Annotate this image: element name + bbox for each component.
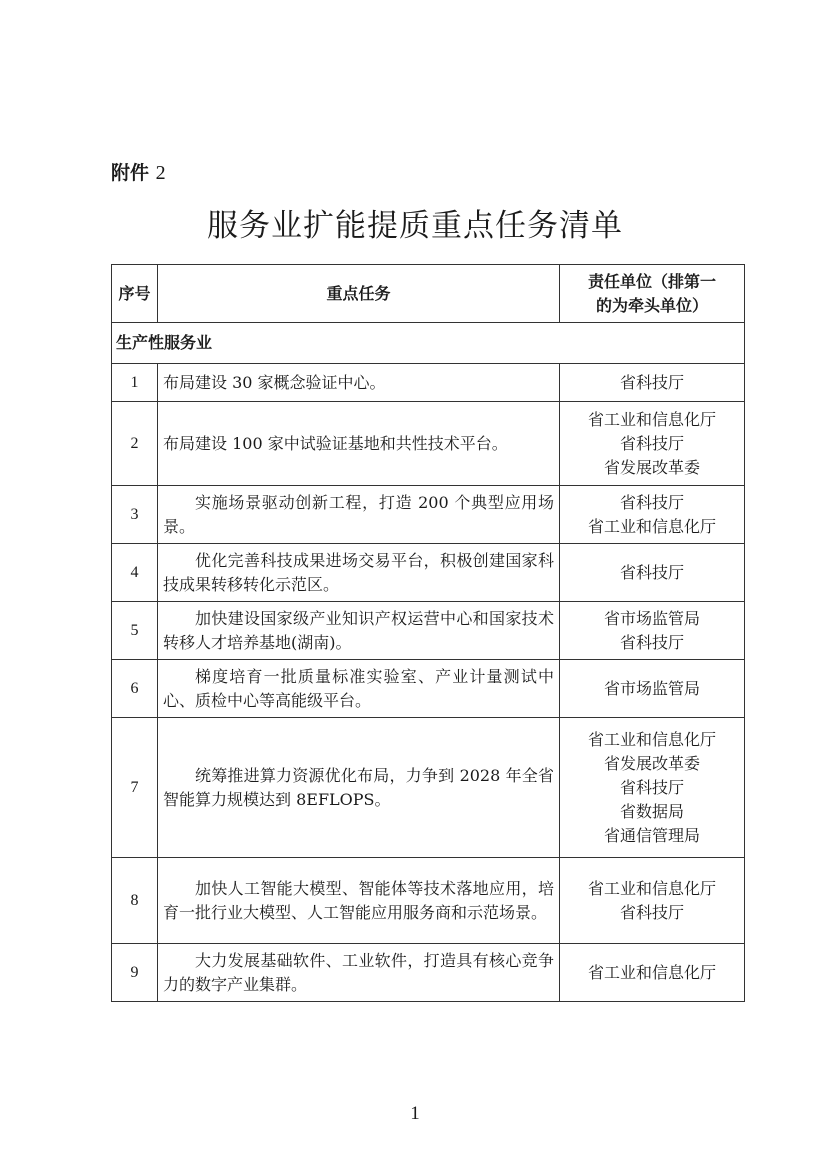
table-row	[112, 944, 745, 1002]
responsible-unit: 省市场监管局	[603, 678, 700, 698]
responsible-units	[560, 944, 745, 1002]
task-text: 实施场景驱动创新工程，打造 200 个典型应用场景。	[158, 486, 560, 544]
table-row	[112, 364, 745, 402]
row-number: 6	[112, 660, 158, 718]
section-title: 生产性服务业	[112, 323, 745, 364]
responsible-unit: 省科技厅	[619, 372, 684, 392]
task-text: 大力发展基础软件、工业软件，打造具有核心竞争力的数字产业集群。	[158, 944, 560, 1002]
responsible-unit: 省通信管理局	[603, 825, 700, 845]
row-number: 5	[112, 602, 158, 660]
responsible-units	[560, 858, 745, 944]
header-unit-line1: 责任单位（排第一	[587, 271, 716, 291]
attachment-number: 2	[155, 162, 166, 184]
responsible-units	[560, 660, 745, 718]
responsible-unit: 省工业和信息化厅	[587, 962, 716, 982]
responsible-units	[560, 602, 745, 660]
responsible-units	[560, 718, 745, 858]
responsible-unit: 省工业和信息化厅	[587, 516, 716, 536]
responsible-unit: 省科技厅	[619, 777, 684, 797]
row-number: 1	[112, 364, 158, 402]
table-row	[112, 602, 745, 660]
responsible-unit: 省科技厅	[619, 902, 684, 922]
responsible-unit: 省科技厅	[619, 433, 684, 453]
task-text: 梯度培育一批质量标准实验室、产业计量测试中心、质检中心等高能级平台。	[158, 660, 560, 718]
responsible-unit: 省市场监管局	[603, 608, 700, 628]
header-task: 重点任务	[158, 265, 560, 323]
responsible-unit: 省发展改革委	[603, 753, 700, 773]
task-text: 统筹推进算力资源优化布局，力争到 2028 年全省智能算力规模达到 8EFLOPS。	[158, 718, 560, 858]
task-table	[111, 264, 745, 1002]
responsible-units	[560, 486, 745, 544]
table-row	[112, 858, 745, 944]
page-number: 1	[410, 1103, 420, 1124]
header-no: 序号	[112, 265, 158, 323]
attachment-text: 附件	[111, 162, 150, 184]
attachment-label	[111, 158, 166, 185]
row-number: 9	[112, 944, 158, 1002]
responsible-unit: 省工业和信息化厅	[587, 409, 716, 429]
task-text: 加快人工智能大模型、智能体等技术落地应用，培育一批行业大模型、人工智能应用服务商和示范场景。	[158, 858, 560, 944]
responsible-units	[560, 364, 745, 402]
task-text: 加快建设国家级产业知识产权运营中心和国家技术转移人才培养基地(湖南)。	[158, 602, 560, 660]
table-row	[112, 402, 745, 486]
responsible-unit: 省科技厅	[619, 632, 684, 652]
responsible-unit: 省工业和信息化厅	[587, 729, 716, 749]
table-row	[112, 718, 745, 858]
row-number: 8	[112, 858, 158, 944]
row-number: 2	[112, 402, 158, 486]
header-unit	[560, 265, 745, 323]
document-title: 服务业扩能提质重点任务清单	[207, 208, 623, 244]
row-number: 3	[112, 486, 158, 544]
header-unit-line2: 的为牵头单位）	[595, 295, 708, 315]
responsible-unit: 省科技厅	[619, 562, 684, 582]
table-row	[112, 544, 745, 602]
table-row	[112, 486, 745, 544]
responsible-unit: 省科技厅	[619, 492, 684, 512]
task-text: 优化完善科技成果进场交易平台，积极创建国家科技成果转移转化示范区。	[158, 544, 560, 602]
row-number: 7	[112, 718, 158, 858]
task-text: 布局建设 30 家概念验证中心。	[158, 364, 560, 402]
task-text: 布局建设 100 家中试验证基地和共性技术平台。	[158, 402, 560, 486]
responsible-units	[560, 402, 745, 486]
responsible-units	[560, 544, 745, 602]
header-row	[112, 265, 745, 323]
section-row	[112, 323, 745, 364]
responsible-unit: 省工业和信息化厅	[587, 878, 716, 898]
row-number: 4	[112, 544, 158, 602]
table-row	[112, 660, 745, 718]
responsible-unit: 省数据局	[619, 801, 684, 821]
responsible-unit: 省发展改革委	[603, 457, 700, 477]
